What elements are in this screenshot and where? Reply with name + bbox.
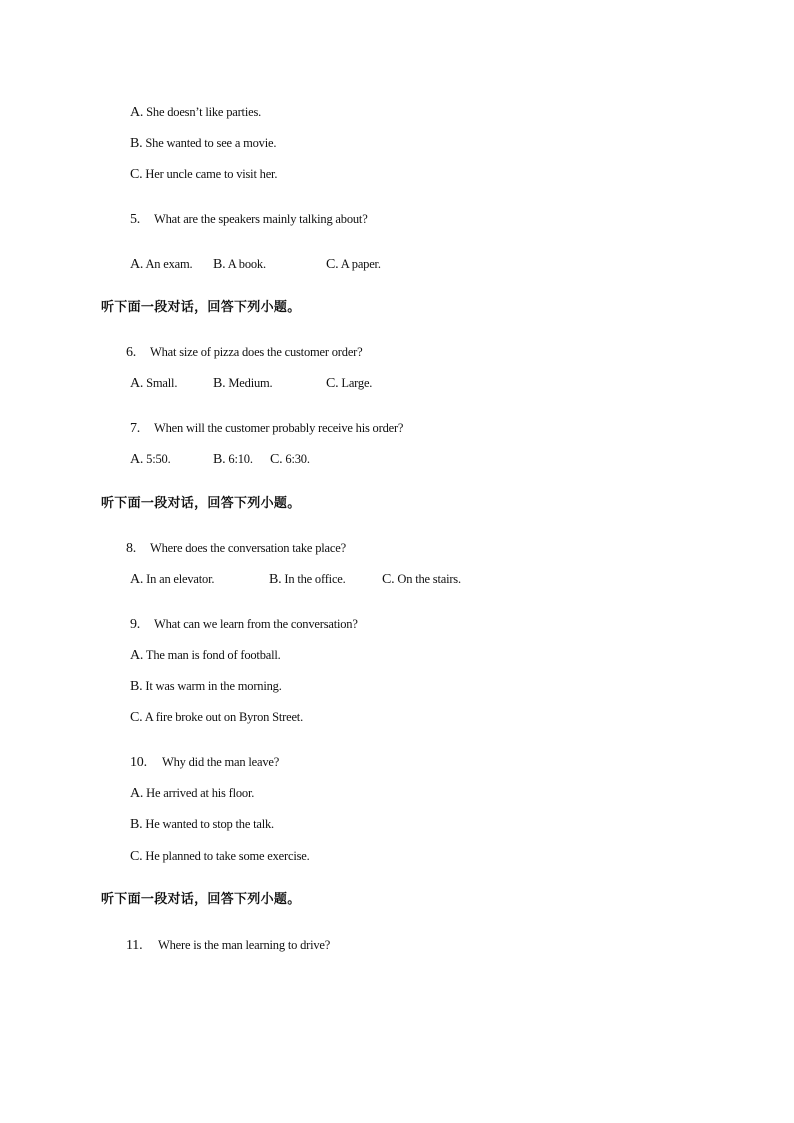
- q6-option-a: [130, 375, 177, 392]
- option-label: A.: [130, 572, 144, 587]
- option-label: B.: [130, 817, 143, 832]
- option-label: B.: [130, 136, 143, 151]
- question-text: What can we learn from the conversation?: [154, 617, 358, 631]
- option-text: A book.: [227, 257, 266, 271]
- option-label: C.: [130, 849, 143, 864]
- section-heading: 听下面一段对话，回答下列小题。: [101, 496, 301, 511]
- option-text: 5:50.: [146, 452, 171, 466]
- option-text: 6:10.: [228, 452, 253, 466]
- q10-option-b: [130, 816, 274, 833]
- option-text: She wanted to see a movie.: [145, 136, 277, 150]
- question-number: 7.: [130, 421, 141, 436]
- option-text: Medium.: [228, 376, 273, 390]
- q11-stem: [126, 937, 330, 954]
- option-label: C.: [270, 452, 283, 467]
- option-label: A.: [130, 648, 144, 663]
- option-text: In an elevator.: [146, 572, 215, 586]
- q7-option-c: [270, 451, 310, 468]
- section-heading: 听下面一段对话，回答下列小题。: [101, 892, 301, 907]
- q10-option-a: [130, 785, 254, 802]
- question-text: Where is the man learning to drive?: [158, 938, 331, 952]
- option-text: Her uncle came to visit her.: [145, 167, 278, 181]
- q7-stem: [130, 420, 403, 437]
- q8-option-c: [382, 571, 461, 588]
- q6-stem: [126, 344, 362, 361]
- option-text: 6:30.: [285, 452, 310, 466]
- option-label: C.: [326, 376, 339, 391]
- question-number: 9.: [130, 617, 141, 632]
- option-text: The man is fond of football.: [145, 648, 281, 662]
- option-label: C.: [382, 572, 395, 587]
- q5-option-b: [213, 256, 266, 273]
- q9-option-a: [130, 647, 281, 664]
- q8-stem: [126, 540, 346, 557]
- question-text: When will the customer probably receive his order?: [154, 421, 404, 435]
- question-number: 8.: [126, 541, 137, 556]
- option-label: A.: [130, 452, 144, 467]
- option-text: He arrived at his floor.: [146, 786, 255, 800]
- q9-option-b: [130, 678, 282, 695]
- q5-stem: [130, 211, 368, 228]
- option-label: C.: [326, 257, 339, 272]
- q9-stem: [130, 616, 358, 633]
- q8-option-b: [269, 571, 346, 588]
- option-label: B.: [213, 376, 226, 391]
- q4-option-c: [130, 166, 277, 183]
- question-number: 6.: [126, 345, 137, 360]
- option-label: B.: [213, 257, 226, 272]
- option-label: B.: [269, 572, 282, 587]
- option-label: A.: [130, 257, 144, 272]
- option-label: A.: [130, 786, 144, 801]
- q4-option-b: [130, 135, 276, 152]
- q5-option-a: [130, 256, 192, 273]
- q10-stem: [130, 754, 279, 771]
- q5-option-c: [326, 256, 381, 273]
- option-label: C.: [130, 167, 143, 182]
- q6-option-b: [213, 375, 272, 392]
- q9-option-c: [130, 709, 303, 726]
- option-text: It was warm in the morning.: [145, 679, 282, 693]
- question-number: 11.: [126, 938, 143, 953]
- option-text: A paper.: [340, 257, 381, 271]
- question-text: Why did the man leave?: [162, 755, 280, 769]
- q7-option-b: [213, 451, 253, 468]
- q7-option-a: [130, 451, 171, 468]
- option-text: Large.: [341, 376, 373, 390]
- option-label: C.: [130, 710, 143, 725]
- option-label: B.: [130, 679, 143, 694]
- option-text: He planned to take some exercise.: [145, 849, 310, 863]
- option-text: A fire broke out on Byron Street.: [144, 710, 304, 724]
- q4-option-a: [130, 104, 261, 121]
- option-text: She doesn’t like parties.: [146, 105, 262, 119]
- option-label: A.: [130, 105, 144, 120]
- option-text: An exam.: [145, 257, 193, 271]
- question-text: What are the speakers mainly talking about?: [154, 212, 368, 226]
- q10-option-c: [130, 848, 310, 865]
- option-text: In the office.: [284, 572, 346, 586]
- q8-option-a: [130, 571, 214, 588]
- option-text: Small.: [146, 376, 178, 390]
- option-text: On the stairs.: [397, 572, 461, 586]
- option-text: He wanted to stop the talk.: [145, 817, 274, 831]
- question-text: What size of pizza does the customer order?: [150, 345, 363, 359]
- q6-option-c: [326, 375, 372, 392]
- option-label: B.: [213, 452, 226, 467]
- question-text: Where does the conversation take place?: [150, 541, 346, 555]
- section-heading: 听下面一段对话，回答下列小题。: [101, 300, 301, 315]
- question-number: 10.: [130, 755, 147, 770]
- option-label: A.: [130, 376, 144, 391]
- question-number: 5.: [130, 212, 141, 227]
